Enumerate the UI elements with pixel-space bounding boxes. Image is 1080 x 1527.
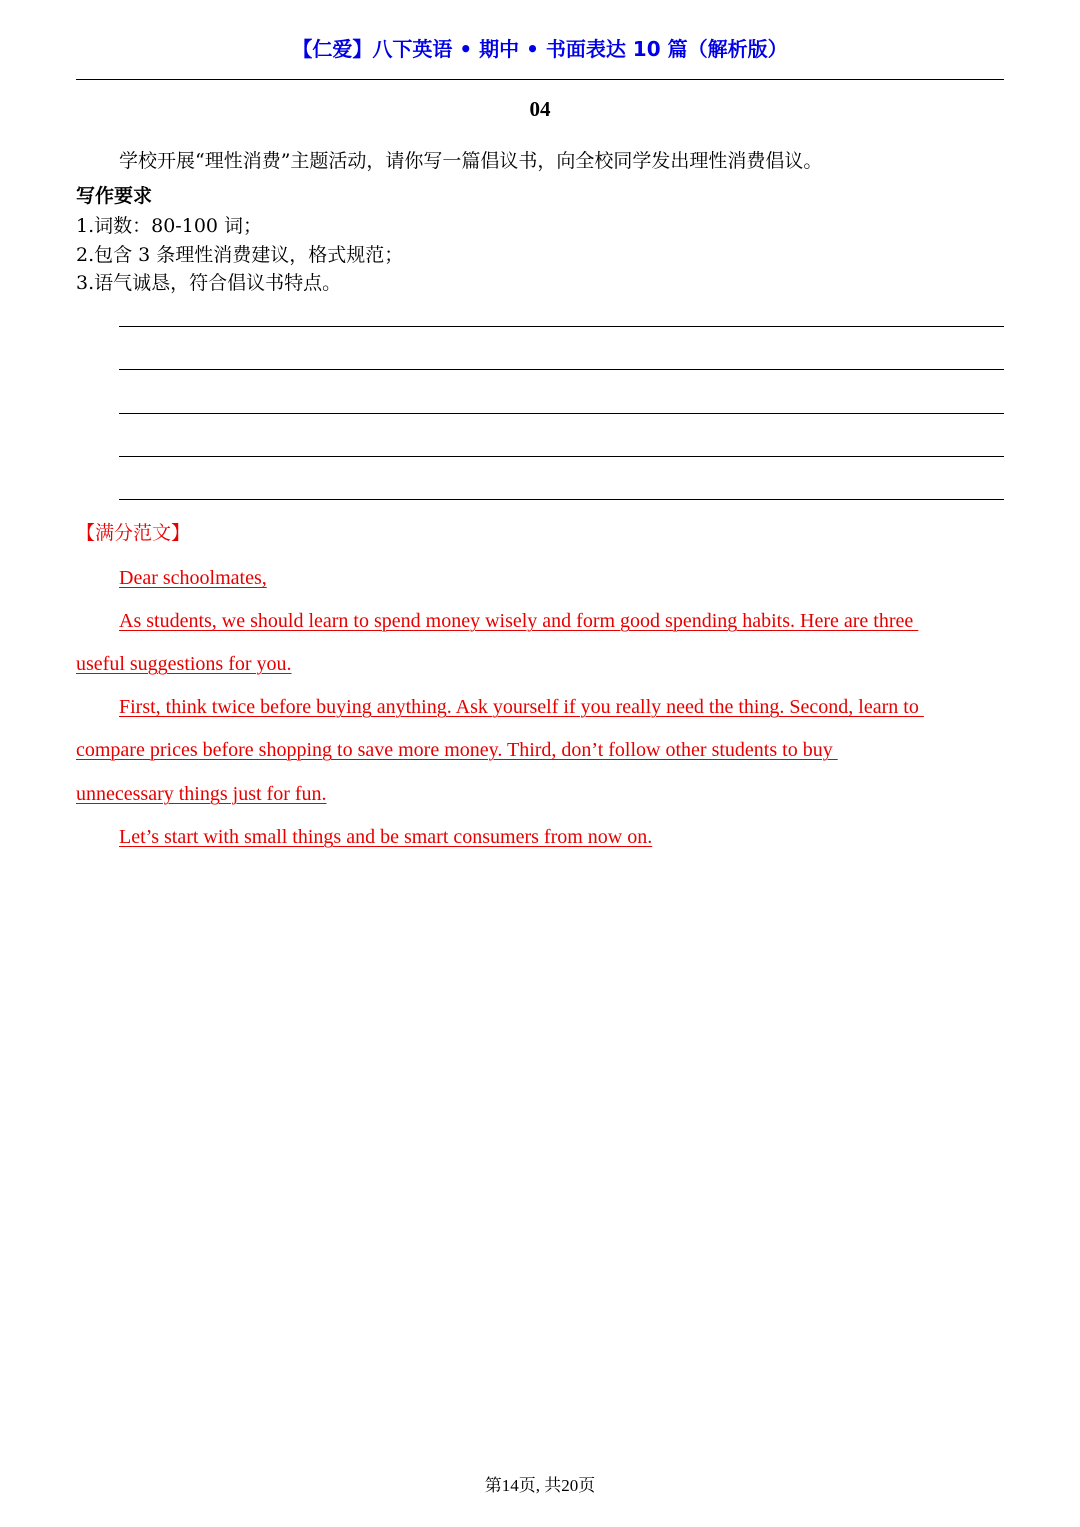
answer-writing-line: [119, 413, 1004, 414]
requirements-heading: 写作要求: [76, 185, 153, 207]
requirement-item: 1.词数：80-100 词；: [76, 215, 263, 237]
model-essay-heading: 【满分范文】: [76, 522, 191, 544]
page-footer: 第14页, 共20页: [484, 1476, 596, 1495]
essay-line: compare prices before shopping to save more money. Third, don’t follow other students to buy: [76, 739, 838, 761]
requirement-item: 2.包含 3 条理性消费建议，格式规范；: [76, 244, 404, 266]
answer-writing-line: [119, 369, 1004, 370]
task-prompt: 学校开展“理性消费”主题活动，请你写一篇倡议书，向全校同学发出理性消费倡议。: [119, 150, 823, 172]
essay-salutation: Dear schoolmates,: [119, 567, 267, 589]
essay-line: First, think twice before buying anything. Ask yourself if you really need the thing. Second, learn to: [119, 696, 924, 718]
answer-writing-line: [119, 326, 1004, 327]
essay-line: As students, we should learn to spend money wisely and form good spending habits. Here are three: [119, 610, 919, 632]
section-number: 04: [529, 97, 551, 121]
essay-closing-line: Let’s start with small things and be smart consumers from now on.: [119, 826, 653, 848]
header-title: 【仁爱】八下英语 • 期中 • 书面表达 10 篇（解析版）: [292, 37, 788, 61]
answer-writing-line: [119, 456, 1004, 457]
requirement-item: 3.语气诚恳，符合倡议书特点。: [76, 272, 342, 294]
essay-line: useful suggestions for you.: [76, 653, 292, 675]
header-divider: [76, 79, 1004, 80]
essay-line: unnecessary things just for fun.: [76, 783, 327, 805]
answer-writing-line: [119, 499, 1004, 500]
